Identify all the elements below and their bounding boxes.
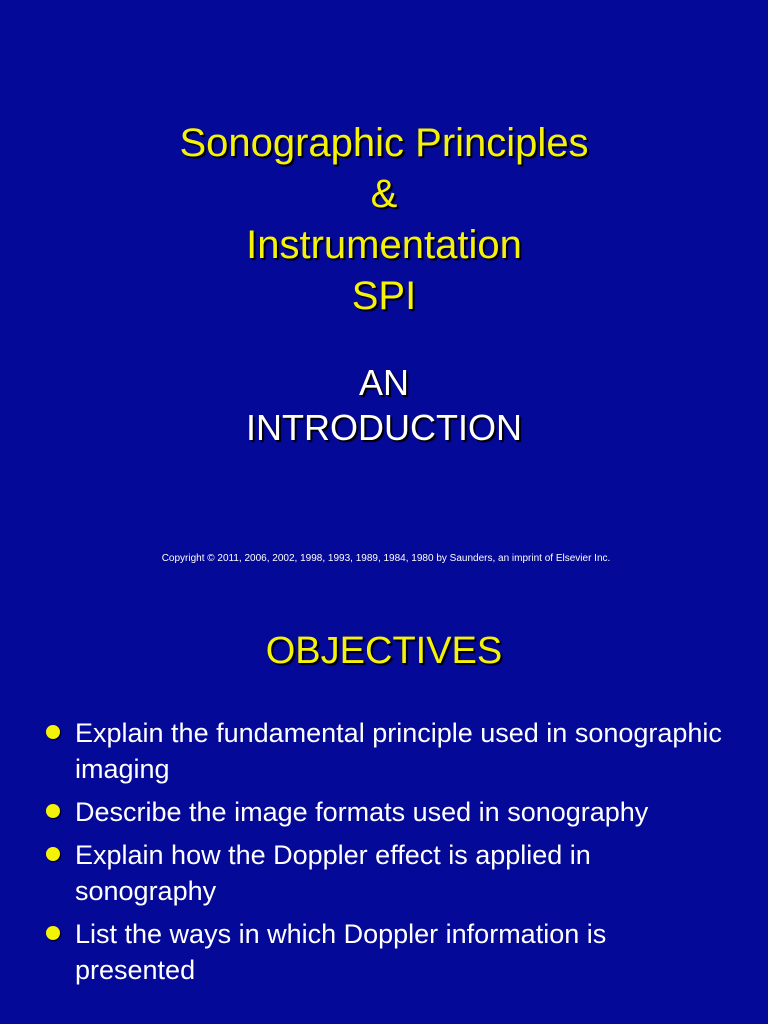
objective-text: Explain the fundamental principle used in sonographic imaging [75,718,722,784]
slide-title-line: Instrumentation [246,223,522,267]
objective-item [40,916,730,988]
slide-title-line: SPI [351,274,417,318]
objective-item [40,837,730,909]
objectives-slide [0,580,768,1024]
bullet-dot-icon [46,725,60,739]
objective-text: Describe the image formats used in sonography [75,797,649,827]
objectives-list [40,715,730,995]
slide-subtitle [0,360,768,450]
bullet-dot-icon [46,847,60,861]
slide-subtitle-line: INTRODUCTION [246,407,522,448]
objective-item [40,794,730,830]
objective-text: Explain how the Doppler effect is applied in sonography [75,840,591,906]
objectives-heading: OBJECTIVES [265,630,503,672]
slide-title-line: Sonographic Principles [179,121,589,165]
copyright-notice: Copyright © 2011, 2006, 2002, 1998, 1993, 1989, 1984, 1980 by Saunders, an imprint of Elsevier Inc. [161,553,611,564]
objective-item [40,715,730,787]
bullet-dot-icon [46,926,60,940]
slide-title [0,118,768,322]
slide-subtitle-line: AN [358,362,409,403]
objective-text: List the ways in which Doppler information is presented [75,919,607,985]
slide-title-line: & [370,172,398,216]
bullet-dot-icon [46,804,60,818]
